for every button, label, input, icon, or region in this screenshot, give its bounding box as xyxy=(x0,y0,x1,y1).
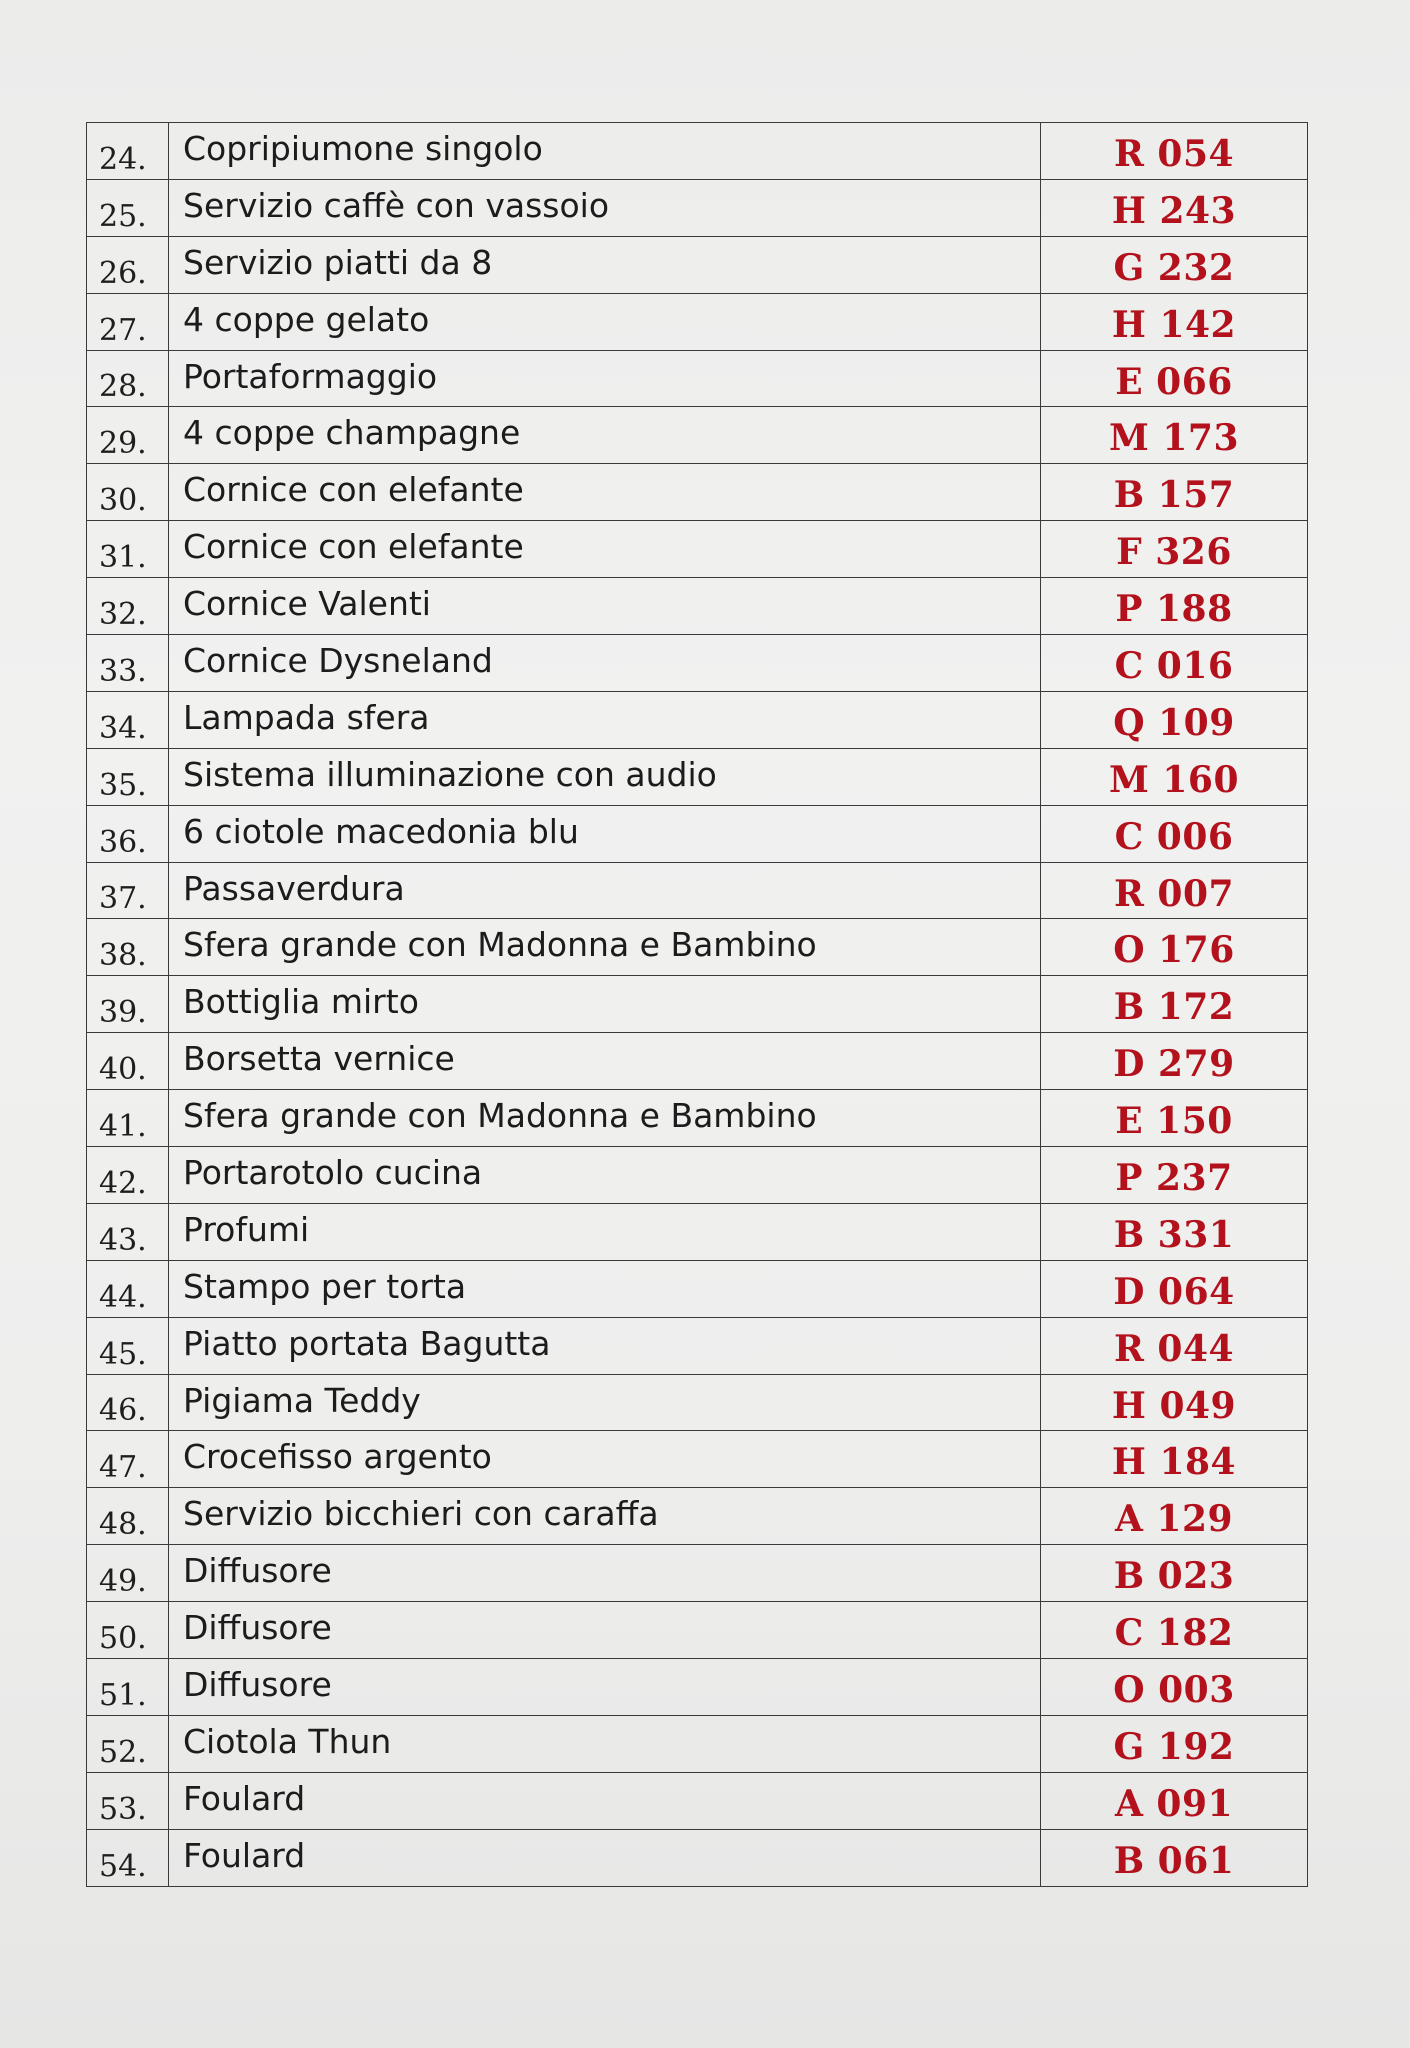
prize-list-table xyxy=(86,122,1308,1887)
table-row xyxy=(87,1260,1308,1317)
item-code: B 331 xyxy=(1041,1203,1308,1260)
row-number: 53. xyxy=(87,1772,169,1829)
row-number: 48. xyxy=(87,1488,169,1545)
row-number: 54. xyxy=(87,1829,169,1886)
row-number: 46. xyxy=(87,1374,169,1431)
table-row xyxy=(87,1203,1308,1260)
row-number: 34. xyxy=(87,691,169,748)
item-code: H 142 xyxy=(1041,293,1308,350)
item-code: D 279 xyxy=(1041,1033,1308,1090)
table-row xyxy=(87,1602,1308,1659)
row-number: 43. xyxy=(87,1203,169,1260)
row-number: 39. xyxy=(87,976,169,1033)
row-number: 41. xyxy=(87,1090,169,1147)
item-description: Passaverdura xyxy=(169,862,1041,919)
row-number: 32. xyxy=(87,578,169,635)
table-row xyxy=(87,1488,1308,1545)
item-description: Foulard xyxy=(169,1772,1041,1829)
table-row xyxy=(87,1317,1308,1374)
row-number: 45. xyxy=(87,1317,169,1374)
item-description: Diffusore xyxy=(169,1602,1041,1659)
table-row xyxy=(87,635,1308,692)
item-description: Portaformaggio xyxy=(169,350,1041,407)
table-row xyxy=(87,1659,1308,1716)
item-description: Cornice con elefante xyxy=(169,464,1041,521)
row-number: 35. xyxy=(87,748,169,805)
row-number: 40. xyxy=(87,1033,169,1090)
table-row xyxy=(87,1829,1308,1886)
row-number: 26. xyxy=(87,236,169,293)
table-row xyxy=(87,350,1308,407)
item-code: H 049 xyxy=(1041,1374,1308,1431)
item-code: F 326 xyxy=(1041,521,1308,578)
item-description: Ciotola Thun xyxy=(169,1715,1041,1772)
item-code: G 232 xyxy=(1041,236,1308,293)
item-description: Sfera grande con Madonna e Bambino xyxy=(169,919,1041,976)
item-code: C 182 xyxy=(1041,1602,1308,1659)
table-row xyxy=(87,1715,1308,1772)
table-row xyxy=(87,578,1308,635)
item-code: P 237 xyxy=(1041,1147,1308,1204)
item-code: E 066 xyxy=(1041,350,1308,407)
item-code: R 044 xyxy=(1041,1317,1308,1374)
item-description: Piatto portata Bagutta xyxy=(169,1317,1041,1374)
row-number: 25. xyxy=(87,179,169,236)
table-row xyxy=(87,691,1308,748)
item-description: Cornice Dysneland xyxy=(169,635,1041,692)
item-code: C 006 xyxy=(1041,805,1308,862)
item-code: Q 109 xyxy=(1041,691,1308,748)
item-code: O 176 xyxy=(1041,919,1308,976)
item-description: Crocefisso argento xyxy=(169,1431,1041,1488)
item-description: Sistema illuminazione con audio xyxy=(169,748,1041,805)
item-code: C 016 xyxy=(1041,635,1308,692)
table-row xyxy=(87,1772,1308,1829)
item-code: B 023 xyxy=(1041,1545,1308,1602)
row-number: 38. xyxy=(87,919,169,976)
item-description: Diffusore xyxy=(169,1545,1041,1602)
item-code: A 129 xyxy=(1041,1488,1308,1545)
table-row xyxy=(87,805,1308,862)
item-description: Cornice Valenti xyxy=(169,578,1041,635)
table-row xyxy=(87,748,1308,805)
item-description: Bottiglia mirto xyxy=(169,976,1041,1033)
row-number: 30. xyxy=(87,464,169,521)
table-row xyxy=(87,919,1308,976)
table-row xyxy=(87,1431,1308,1488)
item-code: E 150 xyxy=(1041,1090,1308,1147)
table-row xyxy=(87,1090,1308,1147)
row-number: 37. xyxy=(87,862,169,919)
item-description: 4 coppe champagne xyxy=(169,407,1041,464)
row-number: 49. xyxy=(87,1545,169,1602)
row-number: 33. xyxy=(87,635,169,692)
row-number: 31. xyxy=(87,521,169,578)
table-row xyxy=(87,1033,1308,1090)
item-code: A 091 xyxy=(1041,1772,1308,1829)
item-code: P 188 xyxy=(1041,578,1308,635)
table-row xyxy=(87,464,1308,521)
item-code: R 007 xyxy=(1041,862,1308,919)
row-number: 29. xyxy=(87,407,169,464)
item-code: B 157 xyxy=(1041,464,1308,521)
item-description: Copripiumone singolo xyxy=(169,123,1041,180)
table-row xyxy=(87,236,1308,293)
item-description: Cornice con elefante xyxy=(169,521,1041,578)
item-description: Pigiama Teddy xyxy=(169,1374,1041,1431)
row-number: 52. xyxy=(87,1715,169,1772)
item-code: B 061 xyxy=(1041,1829,1308,1886)
item-description: 6 ciotole macedonia blu xyxy=(169,805,1041,862)
table-row xyxy=(87,1374,1308,1431)
item-description: Lampada sfera xyxy=(169,691,1041,748)
item-description: Sfera grande con Madonna e Bambino xyxy=(169,1090,1041,1147)
row-number: 24. xyxy=(87,123,169,180)
row-number: 27. xyxy=(87,293,169,350)
item-code: B 172 xyxy=(1041,976,1308,1033)
table-row xyxy=(87,862,1308,919)
item-code: O 003 xyxy=(1041,1659,1308,1716)
item-code: G 192 xyxy=(1041,1715,1308,1772)
item-description: Foulard xyxy=(169,1829,1041,1886)
item-code: D 064 xyxy=(1041,1260,1308,1317)
item-description: Servizio caffè con vassoio xyxy=(169,179,1041,236)
item-code: R 054 xyxy=(1041,123,1308,180)
row-number: 36. xyxy=(87,805,169,862)
item-code: M 160 xyxy=(1041,748,1308,805)
item-description: Borsetta vernice xyxy=(169,1033,1041,1090)
table-row xyxy=(87,179,1308,236)
item-description: 4 coppe gelato xyxy=(169,293,1041,350)
table-row xyxy=(87,976,1308,1033)
row-number: 42. xyxy=(87,1147,169,1204)
table-row xyxy=(87,123,1308,180)
row-number: 50. xyxy=(87,1602,169,1659)
item-description: Profumi xyxy=(169,1203,1041,1260)
row-number: 28. xyxy=(87,350,169,407)
table-row xyxy=(87,1147,1308,1204)
item-description: Servizio bicchieri con caraffa xyxy=(169,1488,1041,1545)
item-description: Portarotolo cucina xyxy=(169,1147,1041,1204)
table-row xyxy=(87,407,1308,464)
table-row xyxy=(87,1545,1308,1602)
item-code: M 173 xyxy=(1041,407,1308,464)
row-number: 44. xyxy=(87,1260,169,1317)
row-number: 47. xyxy=(87,1431,169,1488)
item-code: H 243 xyxy=(1041,179,1308,236)
item-description: Stampo per torta xyxy=(169,1260,1041,1317)
item-code: H 184 xyxy=(1041,1431,1308,1488)
row-number: 51. xyxy=(87,1659,169,1716)
table-row xyxy=(87,293,1308,350)
table-body xyxy=(87,123,1308,1887)
item-description: Diffusore xyxy=(169,1659,1041,1716)
table-row xyxy=(87,521,1308,578)
item-description: Servizio piatti da 8 xyxy=(169,236,1041,293)
